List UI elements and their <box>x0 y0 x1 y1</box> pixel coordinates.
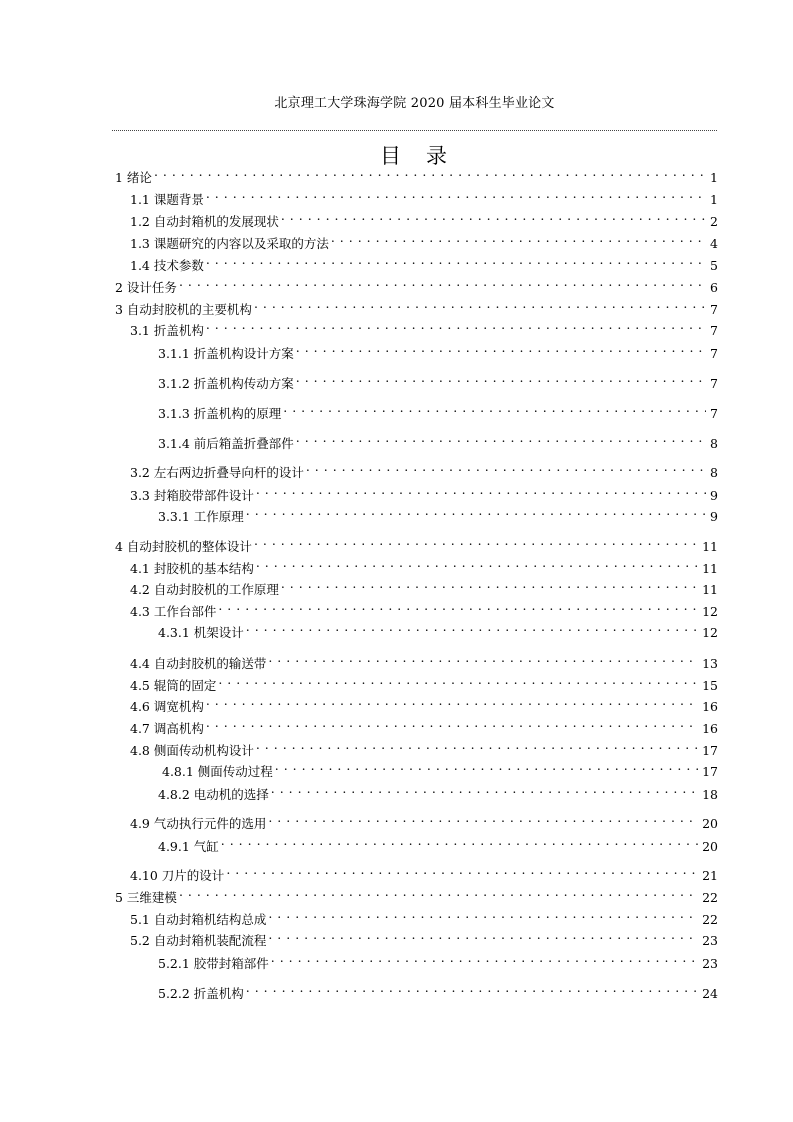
toc-entry-label: 4.2 自动封胶机的工作原理 <box>130 582 279 597</box>
toc-entry-label: 3 自动封胶机的主要机构 <box>115 302 252 317</box>
toc-entry[interactable] <box>130 184 718 207</box>
running-header: 北京理工大学珠海学院 2020 届本科生毕业论文 <box>274 96 555 111</box>
toc-entry-page: 16 <box>702 699 718 714</box>
toc-entry[interactable] <box>130 691 718 714</box>
toc-dot-leader <box>296 368 706 388</box>
toc-entry-label: 4.10 刀片的设计 <box>130 868 225 883</box>
toc-dot-leader <box>206 315 706 335</box>
toc-entry-page: 8 <box>710 436 718 451</box>
toc-entry-label: 4.3 工作台部件 <box>130 604 217 619</box>
toc-entry-page: 1 <box>710 192 718 207</box>
toc-entry-page: 7 <box>710 346 718 361</box>
toc-entry[interactable] <box>130 596 718 619</box>
toc-entry[interactable] <box>158 779 718 802</box>
toc-dot-leader <box>206 713 698 733</box>
toc-entry[interactable] <box>130 713 718 736</box>
toc-dot-leader <box>218 670 698 690</box>
toc-dot-leader <box>331 228 706 248</box>
toc-entry[interactable] <box>158 501 718 524</box>
toc-entry[interactable] <box>158 617 718 640</box>
toc-entry-label: 3.1.2 折盖机构传动方案 <box>158 376 294 391</box>
toc-entry[interactable] <box>158 428 718 451</box>
toc-dot-leader <box>226 860 698 880</box>
toc-entry-page: 11 <box>702 582 718 597</box>
toc-dot-leader <box>218 596 698 616</box>
toc-entry-label: 1.4 技术参数 <box>130 258 204 273</box>
toc-entry[interactable] <box>130 648 718 671</box>
toc-entry[interactable] <box>115 272 718 295</box>
toc-dot-leader <box>246 617 698 637</box>
toc-dot-leader <box>179 882 698 902</box>
toc-entry-label: 1.1 课题背景 <box>130 192 204 207</box>
toc-dot-leader <box>268 904 698 924</box>
toc-entry[interactable] <box>158 978 718 1001</box>
toc-entry-label: 5.2 自动封箱机装配流程 <box>130 933 267 948</box>
toc-entry-page: 17 <box>702 743 718 758</box>
toc-entry[interactable] <box>158 368 718 391</box>
toc-entry-label: 3.1.3 折盖机构的原理 <box>158 406 282 421</box>
toc-entry-page: 7 <box>710 406 718 421</box>
toc-entry-page: 16 <box>702 721 718 736</box>
toc-entry-label: 4.8 侧面传动机构设计 <box>130 743 254 758</box>
toc-entry-label: 3.1.1 折盖机构设计方案 <box>158 346 294 361</box>
toc-entry-label: 4.3.1 机架设计 <box>158 625 244 640</box>
toc-entry-label: 4.4 自动封胶机的输送带 <box>130 656 267 671</box>
toc-entry-label: 4.8.2 电动机的选择 <box>158 787 269 802</box>
toc-dot-leader <box>206 691 698 711</box>
toc-entry[interactable] <box>115 882 718 905</box>
toc-entry-page: 5 <box>710 258 718 273</box>
toc-entry-label: 4.1 封胶机的基本结构 <box>130 561 254 576</box>
toc-entry[interactable] <box>158 831 718 854</box>
toc-entry-page: 18 <box>702 787 718 802</box>
toc-entry-label: 4.9 气动执行元件的选用 <box>130 816 267 831</box>
toc-entry-page: 20 <box>702 816 718 831</box>
toc-dot-leader <box>256 480 706 500</box>
toc-entry[interactable] <box>130 457 718 480</box>
toc-dot-leader <box>254 531 698 551</box>
toc-title: 目 录 <box>380 144 449 168</box>
toc-entry[interactable] <box>130 925 718 948</box>
toc-entry-label: 4.6 调宽机构 <box>130 699 204 714</box>
toc-entry-label: 2 设计任务 <box>115 280 177 295</box>
toc-entry[interactable] <box>130 904 718 927</box>
toc-entry-label: 3.3.1 工作原理 <box>158 509 244 524</box>
toc-entry-label: 4.8.1 侧面传动过程 <box>162 764 273 779</box>
toc-dot-leader <box>281 574 698 594</box>
toc-entry-label: 4.9.1 气缸 <box>158 839 219 854</box>
toc-entry-label: 1.3 课题研究的内容以及采取的方法 <box>130 236 329 251</box>
toc-dot-leader <box>206 250 706 270</box>
toc-entry-page: 22 <box>702 890 718 905</box>
toc-entry[interactable] <box>115 162 718 185</box>
toc-entry-page: 15 <box>702 678 718 693</box>
toc-entry-page: 9 <box>710 509 718 524</box>
toc-dot-leader <box>254 294 706 314</box>
toc-entry-page: 9 <box>710 488 718 503</box>
toc-entry[interactable] <box>115 294 718 317</box>
toc-entry-label: 3.3 封箱胶带部件设计 <box>130 488 254 503</box>
toc-entry-page: 24 <box>702 986 718 1001</box>
toc-entry[interactable] <box>130 808 718 831</box>
toc-entry-page: 6 <box>710 280 718 295</box>
toc-entry-label: 5.1 自动封箱机结构总成 <box>130 912 267 927</box>
toc-entry-page: 11 <box>702 539 718 554</box>
toc-entry-page: 23 <box>702 956 718 971</box>
toc-entry-page: 20 <box>702 839 718 854</box>
toc-entry[interactable] <box>115 531 718 554</box>
toc-entry-page: 11 <box>702 561 718 576</box>
toc-entry[interactable] <box>130 250 718 273</box>
toc-entry[interactable] <box>130 860 718 883</box>
toc-dot-leader <box>221 831 698 851</box>
toc-entry-label: 5 三维建模 <box>115 890 177 905</box>
toc-dot-leader <box>268 925 698 945</box>
toc-dot-leader <box>271 779 698 799</box>
toc-entry-page: 1 <box>710 170 718 185</box>
toc-entry[interactable] <box>130 206 718 229</box>
toc-dot-leader <box>268 808 698 828</box>
toc-dot-leader <box>268 648 698 668</box>
toc-entry-label: 3.1.4 前后箱盖折叠部件 <box>158 436 294 451</box>
toc-entry-label: 5.2.1 胶带封箱部件 <box>158 956 269 971</box>
toc-dot-leader <box>275 756 698 776</box>
toc-entry-label: 4.7 调高机构 <box>130 721 204 736</box>
toc-entry-page: 2 <box>710 214 718 229</box>
toc-dot-leader <box>281 206 706 226</box>
toc-entry[interactable] <box>158 398 718 421</box>
toc-entry-page: 4 <box>710 236 718 251</box>
toc-entry-page: 7 <box>710 376 718 391</box>
toc-entry[interactable] <box>130 480 718 503</box>
toc-entry-label: 4 自动封胶机的整体设计 <box>115 539 252 554</box>
toc-dot-leader <box>206 184 706 204</box>
toc-entry-page: 23 <box>702 933 718 948</box>
toc-entry[interactable] <box>130 670 718 693</box>
toc-dot-leader <box>256 735 698 755</box>
toc-entry-page: 13 <box>702 656 718 671</box>
toc-entry-page: 7 <box>710 302 718 317</box>
toc-entry-page: 22 <box>702 912 718 927</box>
toc-entry-page: 12 <box>702 625 718 640</box>
toc-entry-page: 17 <box>702 764 718 779</box>
toc-entry-label: 3.1 折盖机构 <box>130 323 204 338</box>
toc-entry[interactable] <box>130 574 718 597</box>
toc-dot-leader <box>306 457 706 477</box>
toc-entry-label: 4.5 辊筒的固定 <box>130 678 217 693</box>
toc-entry[interactable] <box>162 756 718 779</box>
toc-dot-leader <box>283 398 706 418</box>
toc-dot-leader <box>296 428 706 448</box>
toc-entry[interactable] <box>158 948 718 971</box>
toc-entry-page: 8 <box>710 465 718 480</box>
toc-entry[interactable] <box>130 553 718 576</box>
toc-entry-label: 5.2.2 折盖机构 <box>158 986 244 1001</box>
toc-entry-page: 12 <box>702 604 718 619</box>
toc-entry-page: 21 <box>702 868 718 883</box>
toc-entry-label: 1 绪论 <box>115 170 152 185</box>
toc-dot-leader <box>246 501 706 521</box>
toc-entry-page: 7 <box>710 323 718 338</box>
toc-entry[interactable] <box>130 315 718 338</box>
toc-entry-label: 1.2 自动封箱机的发展现状 <box>130 214 279 229</box>
toc-dot-leader <box>179 272 706 292</box>
toc-entry[interactable] <box>130 228 718 251</box>
toc-dot-leader <box>296 338 706 358</box>
toc-dot-leader <box>154 162 706 182</box>
toc-entry[interactable] <box>158 338 718 361</box>
toc-dot-leader <box>256 553 698 573</box>
toc-entry-label: 3.2 左右两边折叠导向杆的设计 <box>130 465 304 480</box>
toc-dot-leader <box>246 978 698 998</box>
toc-entry[interactable] <box>130 735 718 758</box>
toc-dot-leader <box>271 948 698 968</box>
